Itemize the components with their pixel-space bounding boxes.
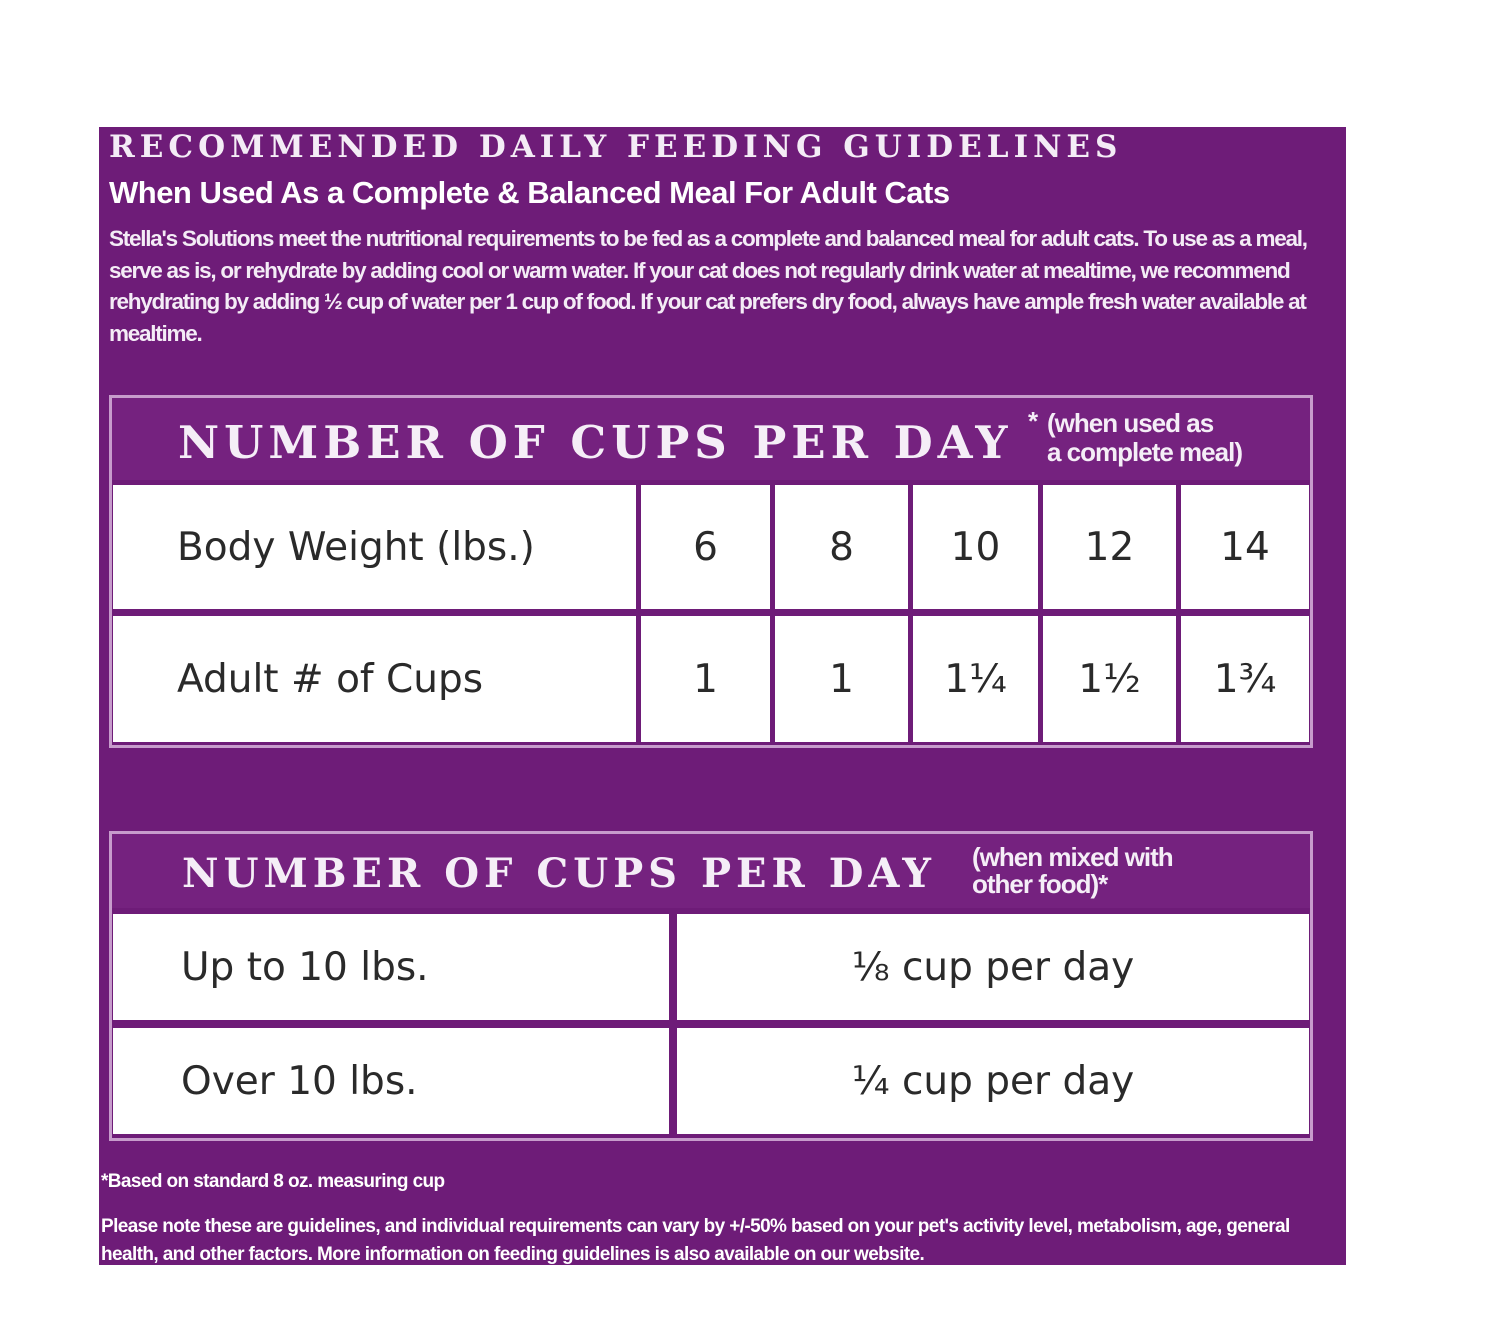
cups-per-day-mixed-food-table xyxy=(109,831,1313,1141)
table-cell: ¼ cup per day xyxy=(677,1028,1309,1134)
table-note-marker: * xyxy=(1028,406,1038,436)
table-cell: 12 xyxy=(1043,485,1176,609)
table-note-line-1: (when mixed with xyxy=(972,842,1173,872)
page-title: RECOMMENDED DAILY FEEDING GUIDELINES xyxy=(109,129,1123,165)
row-label-body-weight: Body Weight (lbs.) xyxy=(113,485,636,609)
row-label-adult-cups: Adult # of Cups xyxy=(113,616,636,742)
table-cell: 1¼ xyxy=(913,616,1038,742)
feeding-guidelines-panel xyxy=(99,127,1346,1265)
table-note-line-2: other food)* xyxy=(972,869,1108,899)
table-cell: 8 xyxy=(775,485,908,609)
table-cell: 14 xyxy=(1181,485,1309,609)
table-cell: 1½ xyxy=(1043,616,1176,742)
page-subtitle: When Used As a Complete & Balanced Meal For Adult Cats xyxy=(109,175,950,210)
table-header xyxy=(112,834,1310,908)
table-note-line-1: (when used as xyxy=(1047,408,1214,438)
table-cell: 1 xyxy=(641,616,770,742)
cups-per-day-complete-meal-table xyxy=(109,395,1313,748)
intro-paragraph: Stella's Solutions meet the nutritional requirements to be fed as a complete and balanced meal for adult cats. To use as a meal, serve as is, or rehydrate by adding cool or warm water. If your cat does not regularly drink water at mealtime, we recommend rehydrating by adding ½ cup of water per 1 cup of food. If your cat prefers dry food, always have ample fresh water available at mealtime. xyxy=(109,226,1307,346)
table-title: NUMBER OF CUPS PER DAY xyxy=(182,850,936,897)
row-label-up-to-10-lbs: Up to 10 lbs. xyxy=(113,914,669,1020)
table-cell: 1¾ xyxy=(1181,616,1309,742)
table-note-line-2: a complete meal) xyxy=(1047,437,1242,467)
row-label-over-10-lbs: Over 10 lbs. xyxy=(113,1028,669,1134)
measuring-cup-footnote: *Based on standard 8 oz. measuring cup xyxy=(101,1171,445,1192)
table-cell: ⅛ cup per day xyxy=(677,914,1309,1020)
table-cell: 10 xyxy=(913,485,1038,609)
table-header xyxy=(112,398,1310,480)
table-cell: 6 xyxy=(641,485,770,609)
disclaimer-footnote: Please note these are guidelines, and individual requirements can vary by +/-50% based on your pet's activity level, metabolism, age, general health, and other factors. More information on feeding guidelines is also available on our website. xyxy=(101,1216,1290,1265)
table-title: NUMBER OF CUPS PER DAY xyxy=(178,416,1013,469)
table-cell: 1 xyxy=(775,616,908,742)
